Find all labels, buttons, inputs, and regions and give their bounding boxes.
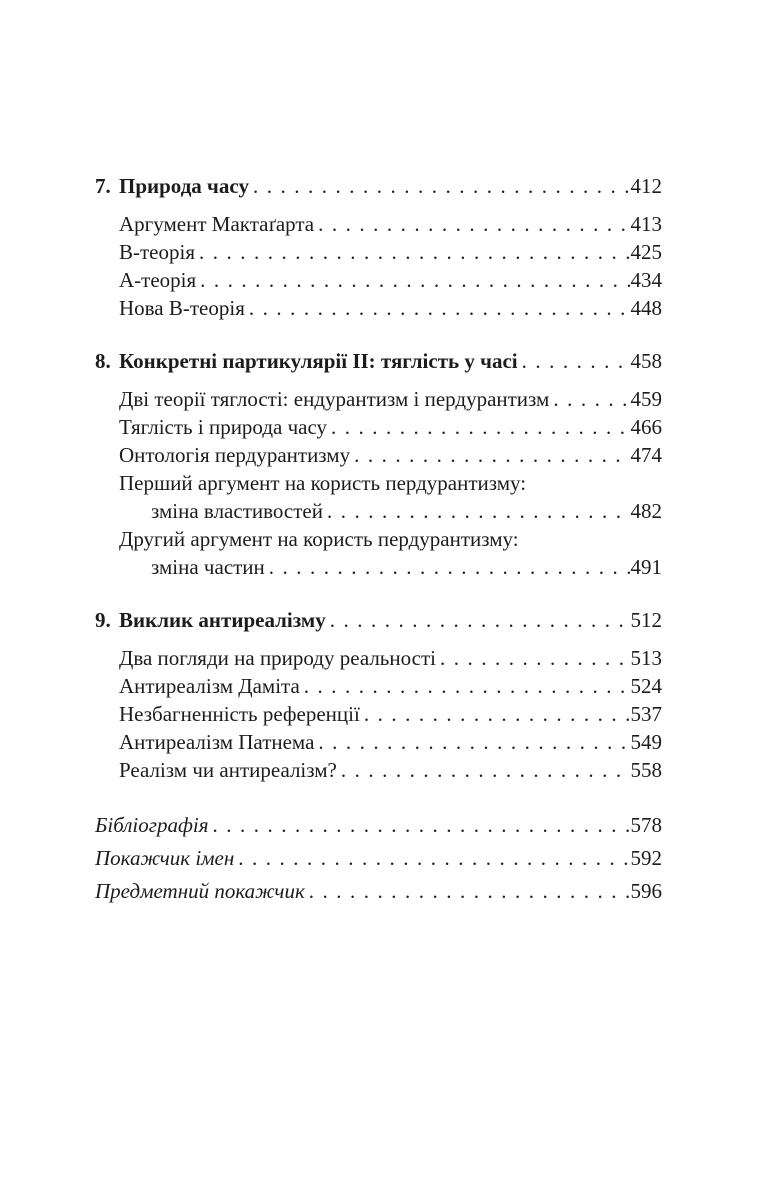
dot-leader — [553, 385, 629, 413]
toc-entry-row — [119, 644, 662, 672]
chapter-title: Конкретні партикулярії II: тяглість у часі — [119, 349, 518, 373]
toc-entry-label: Аргумент Мактаґарта — [119, 212, 315, 236]
toc-entry-label: B-теорія — [119, 240, 195, 264]
toc-entry-page-number: 549 — [630, 730, 662, 754]
back-matter-label: Покажчик імен — [95, 846, 235, 870]
toc-entry-row — [119, 238, 662, 266]
toc-entry-row — [119, 385, 662, 413]
toc-entry-page-number: 474 — [630, 443, 662, 467]
chapter-number: 8. — [95, 349, 111, 373]
toc-entry-page-number: 482 — [630, 499, 662, 523]
dot-leader — [200, 266, 629, 294]
toc-entry-row — [151, 497, 662, 525]
toc-entry-label: Перший аргумент на користь пердурантизму: — [119, 471, 527, 495]
chapter-page-number: 458 — [630, 349, 662, 373]
dot-leader — [522, 347, 630, 375]
toc-entry-page-number: 524 — [630, 674, 662, 698]
toc-entry-row — [119, 413, 662, 441]
toc-entry-row — [119, 728, 662, 756]
back-matter-row — [95, 809, 662, 842]
dot-leader — [364, 700, 630, 728]
toc-entry-page-number: 434 — [630, 268, 662, 292]
toc-entry-row — [119, 525, 662, 553]
dot-leader — [238, 842, 629, 875]
toc-entry-row — [119, 266, 662, 294]
toc-section — [95, 347, 662, 581]
chapter-page-number: 412 — [630, 174, 662, 198]
toc-entry-page-number: 459 — [630, 387, 662, 411]
toc-entry-label: зміна властивостей — [151, 499, 323, 523]
toc-back-matter — [95, 809, 662, 908]
dot-leader — [199, 238, 630, 266]
toc-entry-page-number: 466 — [630, 415, 662, 439]
toc-sections — [95, 172, 662, 784]
dot-leader — [318, 728, 629, 756]
chapter-number: 9. — [95, 608, 111, 632]
toc-entry-label: Реалізм чи антиреалізм? — [119, 758, 337, 782]
toc-entry-label: Два погляди на природу реальності — [119, 646, 436, 670]
toc-entry-row — [119, 210, 662, 238]
dot-leader — [309, 875, 630, 908]
dot-leader — [212, 809, 629, 842]
toc-entry-page-number: 448 — [630, 296, 662, 320]
back-matter-label: Бібліографія — [95, 813, 209, 837]
toc-entry-row — [151, 553, 662, 581]
toc-entry-label: зміна частин — [151, 555, 265, 579]
dot-leader — [341, 756, 630, 784]
toc-section — [95, 606, 662, 784]
chapter-page-number: 512 — [630, 608, 662, 632]
chapter-title: Виклик антиреалізму — [119, 608, 326, 632]
chapter-heading-row — [95, 606, 662, 634]
toc-entry-row — [119, 294, 662, 322]
toc-entry-page-number: 413 — [630, 212, 662, 236]
toc-entry-page-number: 558 — [630, 758, 662, 782]
toc-entry-row — [119, 469, 662, 497]
toc-entry-row — [119, 672, 662, 700]
dot-leader — [304, 672, 630, 700]
dot-leader — [331, 413, 629, 441]
chapter-heading-row — [95, 347, 662, 375]
toc-entry-page-number: 513 — [630, 646, 662, 670]
toc-entry-label: A-теорія — [119, 268, 197, 292]
toc-entry-page-number: 537 — [630, 702, 662, 726]
chapter-heading-row — [95, 172, 662, 200]
back-matter-row — [95, 875, 662, 908]
chapter-title: Природа часу — [119, 174, 249, 198]
toc-entry-page-number: 491 — [630, 555, 662, 579]
dot-leader — [318, 210, 629, 238]
toc-entry-label: Антиреалізм Даміта — [119, 674, 300, 698]
toc-entry-label: Дві теорії тяглості: ендурантизм і пердурантизм — [119, 387, 550, 411]
back-matter-page-number: 578 — [630, 813, 662, 837]
toc-entry-label: Нова B-теорія — [119, 296, 245, 320]
toc-entry-label: Онтологія пердурантизму — [119, 443, 351, 467]
dot-leader — [330, 606, 630, 634]
dot-leader — [249, 294, 630, 322]
dot-leader — [269, 553, 630, 581]
toc-entry-page-number: 425 — [630, 240, 662, 264]
toc-section — [95, 172, 662, 322]
toc-entry-label: Незбагненність референції — [119, 702, 360, 726]
back-matter-page-number: 596 — [630, 879, 662, 903]
dot-leader — [354, 441, 629, 469]
back-matter-row — [95, 842, 662, 875]
chapter-number: 7. — [95, 174, 111, 198]
dot-leader — [327, 497, 630, 525]
toc-entry-label: Антиреалізм Патнема — [119, 730, 315, 754]
toc-entry-label: Другий аргумент на користь пердурантизму: — [119, 527, 519, 551]
toc-entry-row — [119, 700, 662, 728]
back-matter-label: Предметний покажчик — [95, 879, 305, 903]
toc-entry-label: Тяглість і природа часу — [119, 415, 328, 439]
back-matter-page-number: 592 — [630, 846, 662, 870]
dot-leader — [440, 644, 630, 672]
dot-leader — [253, 172, 630, 200]
toc-entry-row — [119, 441, 662, 469]
toc-entry-row — [119, 756, 662, 784]
